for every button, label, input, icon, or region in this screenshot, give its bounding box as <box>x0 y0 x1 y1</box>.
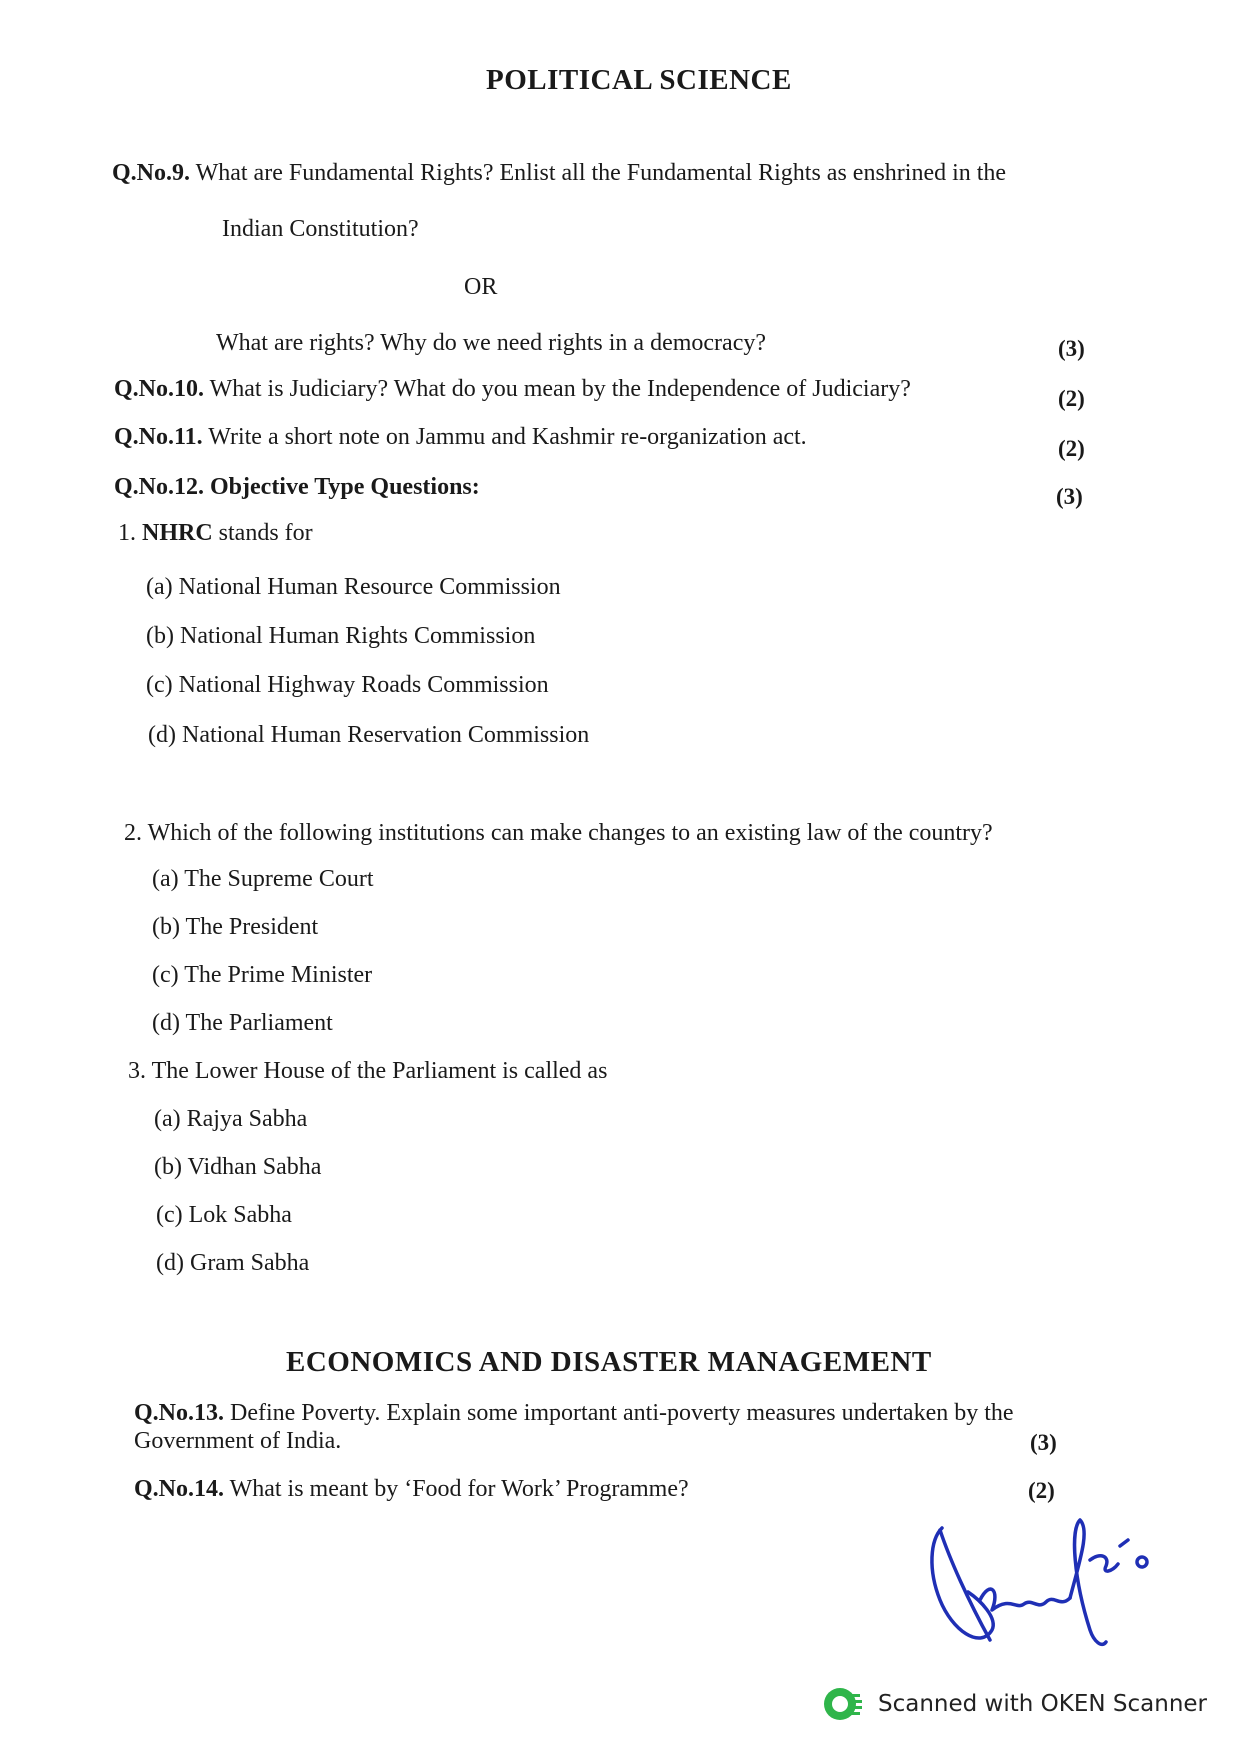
scanner-watermark <box>820 1675 1240 1733</box>
section-title-economics: ECONOMICS AND DISASTER MANAGEMENT <box>286 1346 932 1378</box>
option-3b: (b) Vidhan Sabha <box>154 1154 322 1180</box>
question-13-marks: (3) <box>1030 1430 1057 1455</box>
question-14 <box>134 1476 689 1503</box>
item-number: 2. <box>124 820 142 846</box>
question-10-marks: (2) <box>1058 386 1085 411</box>
question-13 <box>134 1400 1014 1427</box>
item-number: 3. <box>128 1058 146 1084</box>
item-stem-acronym: NHRC <box>142 520 213 546</box>
question-9-line2: Indian Constitution? <box>222 216 419 242</box>
signature <box>920 1500 1160 1660</box>
signature-stroke-5 <box>1090 1556 1118 1571</box>
question-9-marks: (3) <box>1058 336 1085 361</box>
item-number: 1. <box>118 520 136 546</box>
option-1a: (a) National Human Resource Commission <box>146 574 561 600</box>
option-2c: (c) The Prime Minister <box>152 962 373 988</box>
question-text: What is meant by ‘Food for Work’ Programme? <box>229 1476 689 1502</box>
objective-item-2 <box>124 820 993 847</box>
option-2a: (a) The Supreme Court <box>152 866 374 892</box>
question-9-alternative: What are rights? Why do we need rights in a democracy? <box>216 330 767 356</box>
question-number: Q.No.10. <box>114 376 204 402</box>
item-stem: stands for <box>218 520 313 546</box>
question-text: Objective Type Questions: <box>210 474 480 500</box>
option-2d: (d) The Parliament <box>152 1010 333 1036</box>
option-3d: (d) Gram Sabha <box>156 1250 310 1276</box>
objective-item-3 <box>128 1058 607 1085</box>
question-number: Q.No.9. <box>112 160 190 186</box>
question-11-marks: (2) <box>1058 436 1085 461</box>
scanner-text: Scanned with OKEN Scanner <box>878 1691 1207 1717</box>
signature-stroke-2 <box>940 1530 990 1640</box>
question-12-marks: (3) <box>1056 484 1083 509</box>
question-number: Q.No.12. <box>114 474 204 500</box>
question-13-line2: Government of India. <box>134 1428 342 1454</box>
question-text: What are Fundamental Rights? Enlist all the Fundamental Rights as enshrined in the <box>195 160 1007 186</box>
question-text: What is Judiciary? What do you mean by the Independence of Judiciary? <box>209 376 911 402</box>
signature-dot <box>1137 1557 1147 1567</box>
question-number: Q.No.11. <box>114 424 203 450</box>
question-12 <box>114 474 480 501</box>
option-2b: (b) The President <box>152 914 319 940</box>
signature-stroke-6 <box>1120 1540 1128 1546</box>
signature-stroke-3 <box>980 1589 1070 1610</box>
question-14-marks: (2) <box>1028 1478 1055 1503</box>
question-text: Define Poverty. Explain some important anti-poverty measures undertaken by the <box>230 1400 1014 1426</box>
question-text: Write a short note on Jammu and Kashmir re-organization act. <box>208 424 807 450</box>
question-number: Q.No.14. <box>134 1476 224 1502</box>
item-stem: Which of the following institutions can make changes to an existing law of the country? <box>147 820 993 846</box>
question-9 <box>112 160 1006 187</box>
question-11 <box>114 424 807 451</box>
option-1b: (b) National Human Rights Commission <box>146 623 536 649</box>
objective-item-1 <box>118 520 313 547</box>
oken-scanner-logo-icon <box>820 1681 866 1727</box>
option-3c: (c) Lok Sabha <box>156 1202 292 1228</box>
item-stem: The Lower House of the Parliament is called as <box>151 1058 608 1084</box>
or-separator: OR <box>464 274 498 300</box>
option-1d: (d) National Human Reservation Commission <box>148 722 590 748</box>
question-number: Q.No.13. <box>134 1400 224 1426</box>
question-10 <box>114 376 911 403</box>
option-1c: (c) National Highway Roads Commission <box>146 672 549 698</box>
section-title-political-science: POLITICAL SCIENCE <box>486 64 792 96</box>
signature-stroke-4 <box>1070 1520 1106 1644</box>
option-3a: (a) Rajya Sabha <box>154 1106 308 1132</box>
